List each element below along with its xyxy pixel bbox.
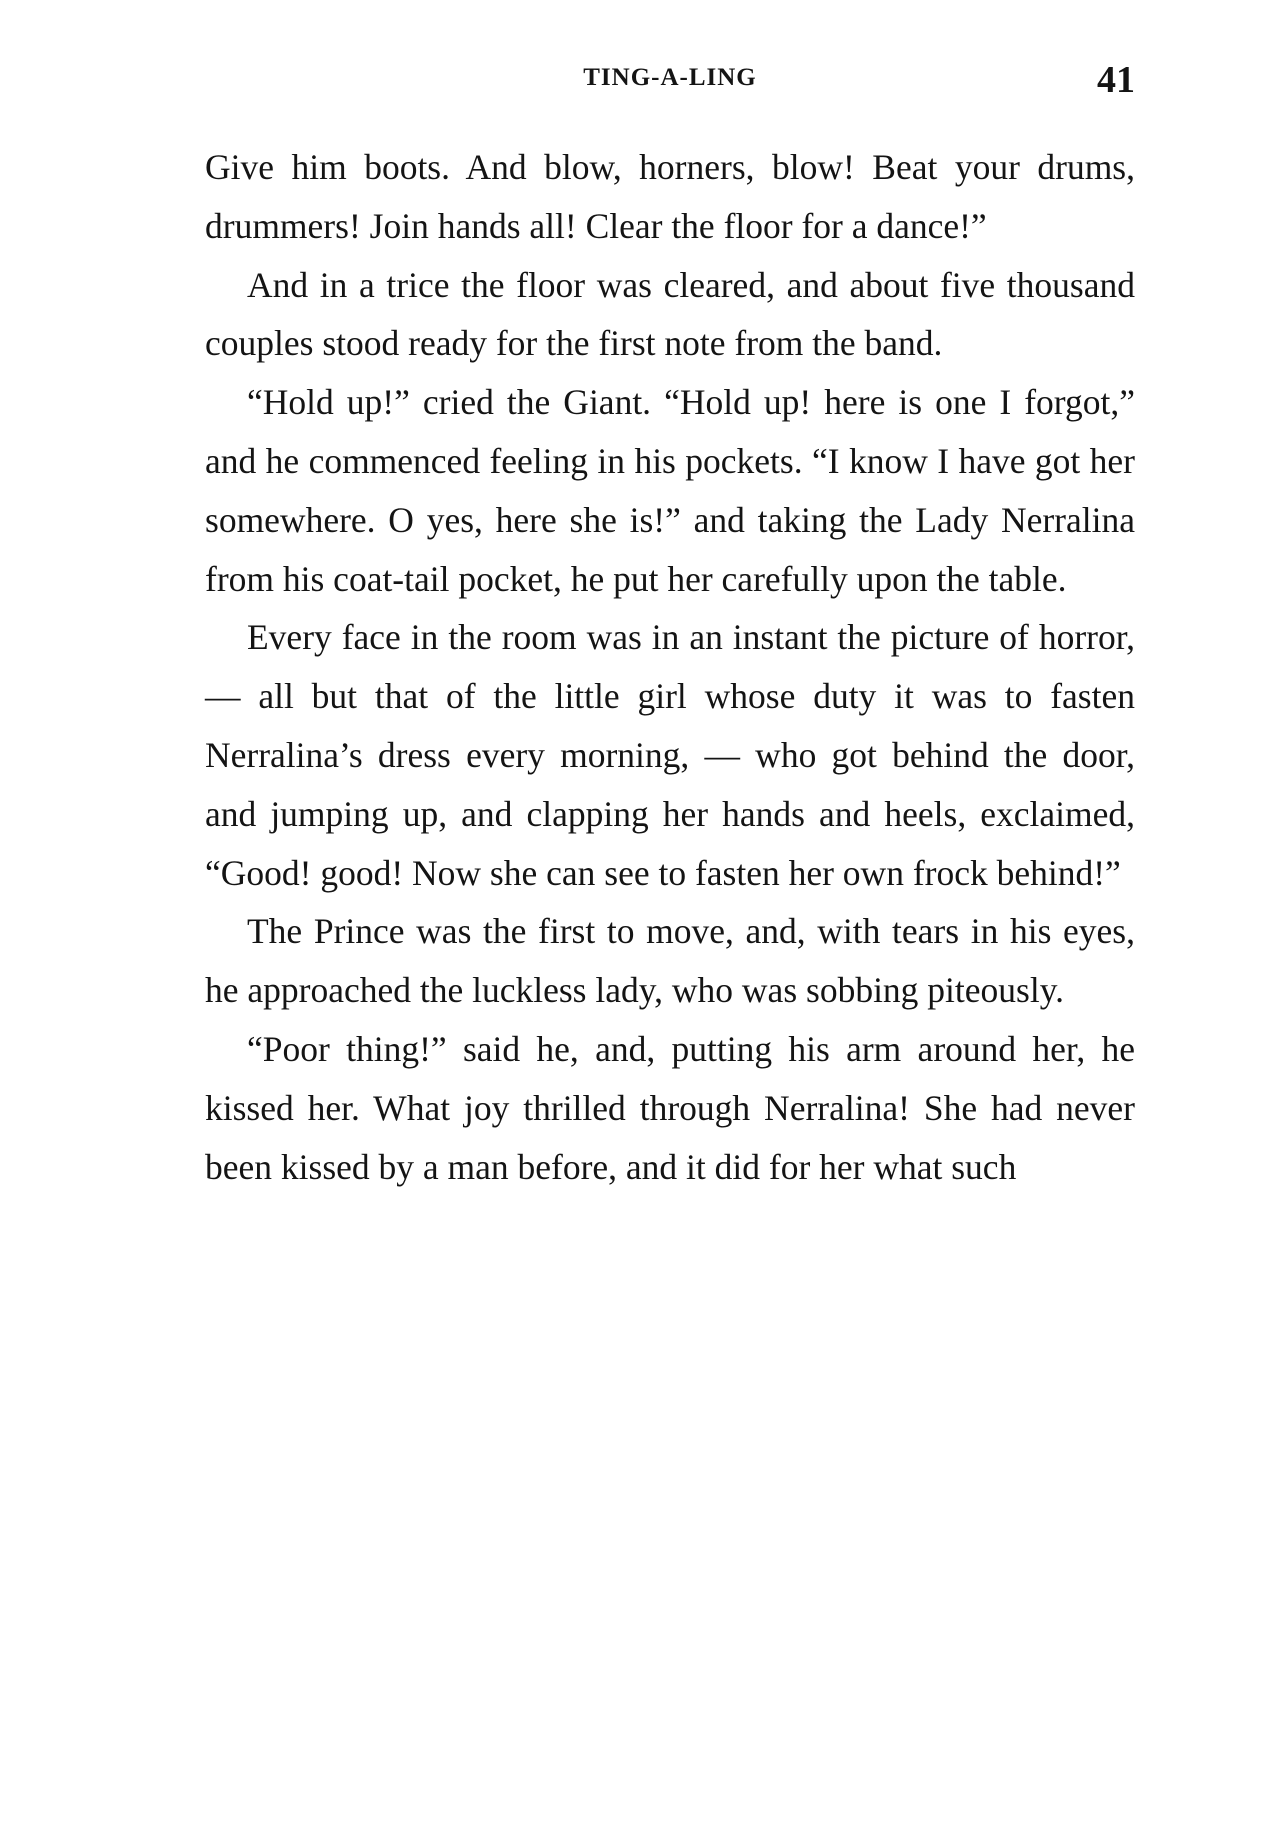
paragraph: And in a trice the floor was cleared, and about five thousand couples stood ready for the first note from the band.: [205, 264, 1135, 364]
paragraph: Every face in the room was in an instant the picture of horror, — all but that of the little girl whose duty it was to fasten Nerralina’s dress every morning, — who got behind the door, and jumping up, and clapping her hands and heels, exclaimed, “Good! good! Now she can see to fasten her own frock behind!”: [205, 617, 1135, 893]
running-title: TING-A-LING: [583, 64, 757, 91]
paragraph: Give him boots. And blow, horners, blow! Beat your drums, drummers! Join hands all! Clear the floor for a dance!”: [205, 147, 1135, 246]
paragraph: The Prince was the first to move, and, with tears in his eyes, he approached the luckless lady, who was sobbing piteously.: [205, 911, 1135, 1011]
running-head: [205, 58, 1135, 101]
paragraph: “Hold up!” cried the Giant. “Hold up! here is one I forgot,” and he commenced feeling in his pockets. “I know I have got her somewhere. O yes, here she is!” and taking the Lady Nerralina from his coat-tail pocket, he put her carefully upon the table.: [205, 382, 1135, 599]
page-number: 41: [1097, 59, 1135, 101]
paragraph: “Poor thing!” said he, and, putting his arm around her, he kissed her. What joy thrilled through Nerralina! She had never been kissed by a man before, and it did for her what such: [205, 1028, 1135, 1187]
body-text: [205, 138, 1135, 1196]
